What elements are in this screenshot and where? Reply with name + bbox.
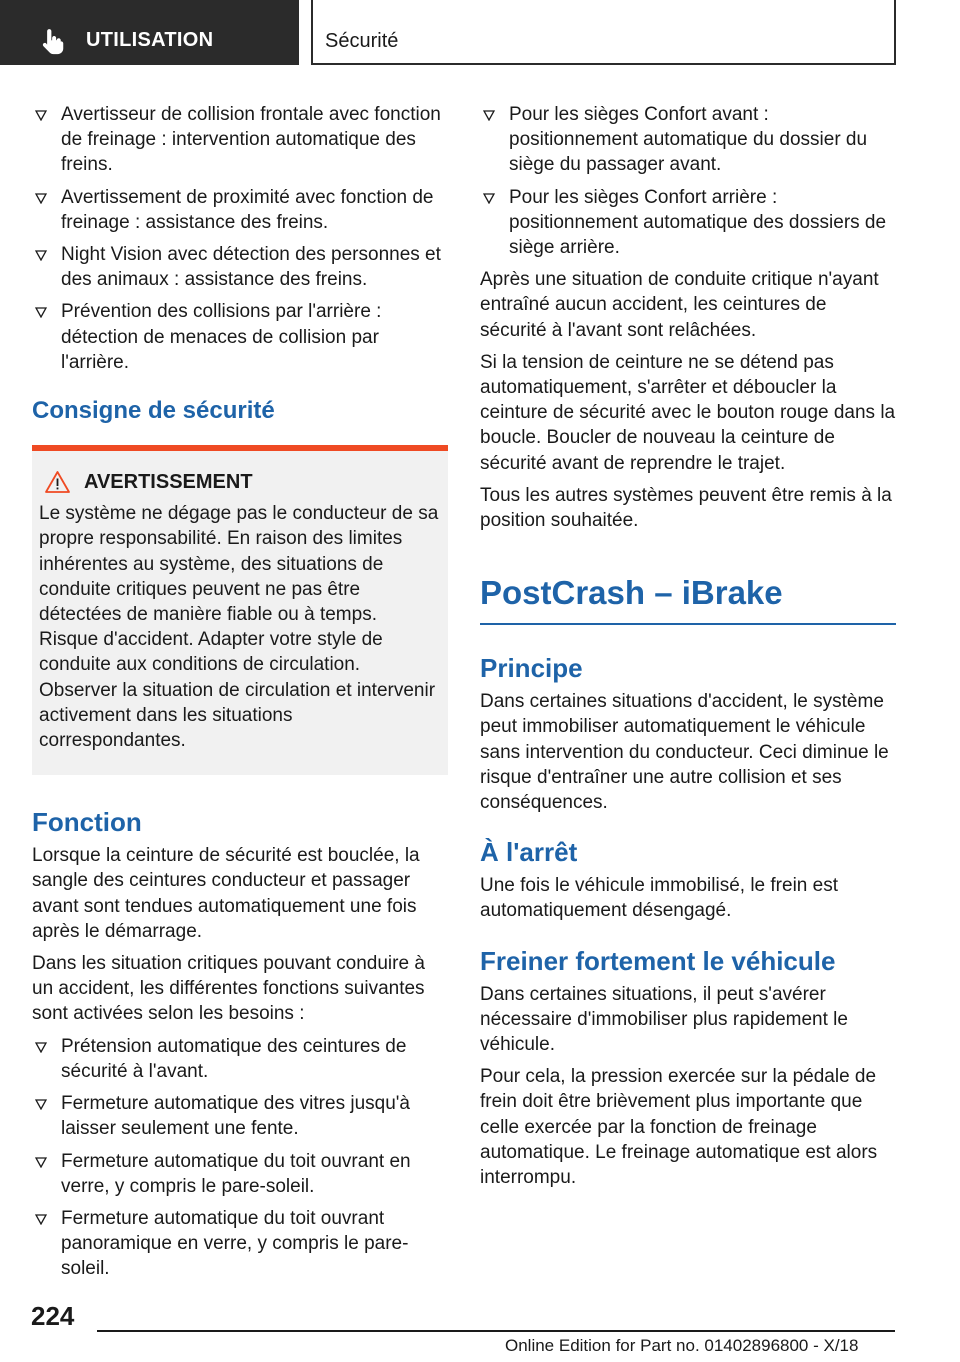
header-title-frame <box>311 0 896 65</box>
header-page-title: Sécurité <box>325 30 399 52</box>
page-number: 224 <box>31 1301 75 1331</box>
list-item <box>32 1149 448 1199</box>
list-item-text: Night Vision avec détection des personnes et des animaux : assistance des freins. <box>61 244 441 291</box>
list-item-text: Fermeture automatique du toit ouvrant panoramique en verre, y compris le pare-soleil. <box>61 1207 409 1280</box>
function-paragraph: Lorsque la ceinture de sécurité est bouclée, la sangle des ceintures conducteur et passager avant sont tendues automatiquement une fois après le démarrage. <box>32 845 420 942</box>
list-item-text: Prévention des collisions par l'arrière : détection de menaces de collision par l'arrière. <box>61 301 382 373</box>
list-item-text: Fermeture automatique des vitres jusqu'à laisser seulement une fente. <box>61 1093 410 1140</box>
list-item <box>32 185 448 235</box>
bullet-triangle-icon <box>35 1099 47 1110</box>
list-item-text: Fermeture automatique du toit ouvrant en verre, y compris le pare-soleil. <box>61 1150 411 1197</box>
list-item-text: Avertisseur de collision frontale avec fonction de freinage : intervention automatique des freins. <box>61 104 441 176</box>
list-item-text: Avertissement de proximité avec fonction de freinage : assistance des freins. <box>61 186 434 233</box>
body-paragraph: Tous les autres systèmes peuvent être remis à la position souhaitée. <box>480 484 892 532</box>
arret-heading: À l'arrêt <box>480 837 578 868</box>
bullet-triangle-icon <box>35 1157 47 1168</box>
list-item <box>480 185 896 261</box>
warning-title: AVERTISSEMENT <box>39 469 441 495</box>
safety-heading: Consigne de sécurité <box>32 397 275 425</box>
list-item <box>32 299 448 375</box>
arret-paragraph: Une fois le véhicule immobilisé, le frein est automatiquement désengagé. <box>480 875 838 922</box>
bullet-triangle-icon <box>483 193 495 204</box>
body-paragraph: Après une situation de conduite critique n'ayant entraîné aucun accident, les ceintures de sécurité à l'avant sont relâchées. <box>480 269 879 341</box>
bullet-triangle-icon <box>483 110 495 121</box>
list-item <box>32 1206 448 1282</box>
list-item-text: Pour les sièges Confort avant : positionnement automatique du dossier du siège du passager avant. <box>509 104 868 176</box>
bullet-triangle-icon <box>35 1042 47 1053</box>
function-heading: Fonction <box>32 807 142 838</box>
list-item-text: Pour les sièges Confort arrière : positionnement automatique des dossiers de siège arrière. <box>509 186 887 259</box>
list-item <box>32 242 448 292</box>
bullet-triangle-icon <box>35 110 47 121</box>
footer-edition-text: Online Edition for Part no. 01402896800 - X/18 <box>505 1336 859 1355</box>
warning-text: Le système ne dégage pas le conducteur de sa propre responsabilité. En raison des limites inhérentes au système, des situations de conduite critiques peuvent ne pas être détectées de manière fiable ou à temps. Risque d'accident. Adapter votre style de conduite aux conditions de circulation. Observer la situation de circulation et intervenir activement dans les situations correspondantes. <box>39 503 439 752</box>
header-section-label: UTILISATION <box>86 29 214 51</box>
principe-heading: Principe <box>480 653 583 684</box>
list-item <box>32 1034 448 1084</box>
function-paragraph: Dans les situation critiques pouvant conduire à un accident, les différentes fonctions suivantes sont activées selon les besoins : <box>32 953 425 1025</box>
bullet-triangle-icon <box>35 250 47 261</box>
list-item <box>32 1091 448 1141</box>
warning-triangle-icon <box>44 470 71 494</box>
bullet-triangle-icon <box>35 193 47 204</box>
body-paragraph: Si la tension de ceinture ne se détend pas automatiquement, s'arrêter et déboucler la ceinture de sécurité avec le bouton rouge dans la boucle. Boucler de nouveau la ceinture de sécurité avant de reprendre le trajet. <box>480 351 896 474</box>
bullet-triangle-icon <box>35 1214 47 1225</box>
principe-paragraph: Dans certaines situations d'accident, le système peut immobiliser automatiquement le véhicule sans intervention du conducteur. Ceci diminue le risque d'entraîner une autre collision et ses conséquences. <box>480 691 889 814</box>
list-item <box>480 102 896 178</box>
postcrash-heading: PostCrash – iBrake <box>480 574 783 612</box>
postcrash-heading-rule <box>480 623 896 625</box>
right-column <box>480 102 896 1197</box>
warning-box <box>32 451 448 775</box>
list-item-text: Prétension automatique des ceintures de sécurité à l'avant. <box>61 1035 407 1082</box>
list-item <box>32 102 448 178</box>
hand-pointer-icon <box>38 26 68 56</box>
freiner-paragraph: Pour cela, la pression exercée sur la pédale de frein doit être brièvement plus importante que celle exercée par la fonction de freinage automatique. Le freinage automatique est alors interrompu. <box>480 1066 878 1189</box>
footer-rule <box>97 1330 895 1332</box>
freiner-heading: Freiner fortement le véhicule <box>480 945 836 976</box>
bullet-triangle-icon <box>35 307 47 318</box>
freiner-paragraph: Dans certaines situations, il peut s'avérer nécessaire d'immobiliser plus rapidement le véhicule. <box>480 983 848 1056</box>
left-column <box>32 102 448 1289</box>
